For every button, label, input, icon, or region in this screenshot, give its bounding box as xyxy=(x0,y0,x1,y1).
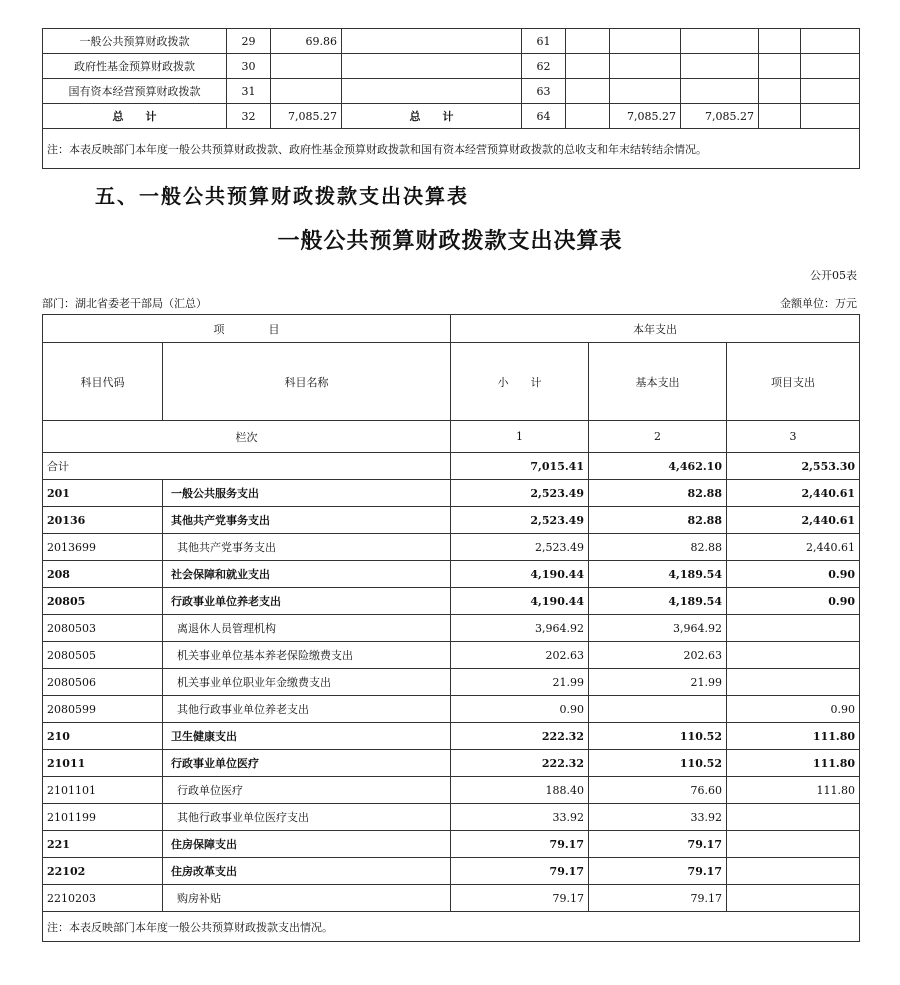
subtotal-amount: 3,964.92 xyxy=(451,615,589,642)
expense-amount xyxy=(681,29,759,54)
income-total-label: 总 计 xyxy=(43,104,227,129)
table-row xyxy=(43,588,860,615)
basic-amount: 82.88 xyxy=(589,507,727,534)
subject-name: 住房改革支出 xyxy=(163,858,451,885)
subject-code: 20805 xyxy=(43,588,163,615)
subtotal-amount: 202.63 xyxy=(451,642,589,669)
basic-amount: 82.88 xyxy=(589,480,727,507)
basic-amount: 79.17 xyxy=(589,831,727,858)
project-amount: 0.90 xyxy=(727,561,860,588)
subject-name: 机关事业单位基本养老保险缴费支出 xyxy=(163,642,451,669)
expense-amount xyxy=(610,29,681,54)
subject-name: 社会保障和就业支出 xyxy=(163,561,451,588)
subtotal-amount: 188.40 xyxy=(451,777,589,804)
summary-table-body xyxy=(43,29,860,169)
project-amount: 0.90 xyxy=(727,588,860,615)
subtotal-amount: 79.17 xyxy=(451,831,589,858)
form-code: 公开05表 xyxy=(810,269,857,282)
expense-amount xyxy=(801,79,860,104)
expense-item-label xyxy=(342,29,522,54)
income-item-label: 一般公共预算财政拨款 xyxy=(43,29,227,54)
header-subject-name: 科目名称 xyxy=(163,343,451,421)
summary-note-row xyxy=(43,129,860,169)
basic-amount: 76.60 xyxy=(589,777,727,804)
income-amount xyxy=(271,54,342,79)
subtotal-amount: 21.99 xyxy=(451,669,589,696)
income-line-number: 31 xyxy=(227,79,271,104)
subject-name: 机关事业单位职业年金缴费支出 xyxy=(163,669,451,696)
subject-name: 住房保障支出 xyxy=(163,831,451,858)
total-basic: 4,462.10 xyxy=(589,453,727,480)
expense-line-number: 62 xyxy=(522,54,566,79)
column-number-3: 3 xyxy=(727,421,860,453)
subject-code: 2080506 xyxy=(43,669,163,696)
table-row xyxy=(43,615,860,642)
subject-name: 卫生健康支出 xyxy=(163,723,451,750)
income-total-line-number: 32 xyxy=(227,104,271,129)
table-row xyxy=(43,750,860,777)
table-row xyxy=(43,777,860,804)
subject-code: 2013699 xyxy=(43,534,163,561)
subtotal-amount: 0.90 xyxy=(451,696,589,723)
table-title: 一般公共预算财政拨款支出决算表 xyxy=(277,228,623,254)
table-row xyxy=(43,858,860,885)
project-amount xyxy=(727,669,860,696)
basic-amount: 79.17 xyxy=(589,885,727,912)
subject-name: 其他行政事业单位医疗支出 xyxy=(163,804,451,831)
basic-amount: 110.52 xyxy=(589,750,727,777)
income-item-label: 政府性基金预算财政拨款 xyxy=(43,54,227,79)
subject-name: 行政事业单位养老支出 xyxy=(163,588,451,615)
expense-total-empty xyxy=(759,104,801,129)
subtotal-amount: 2,523.49 xyxy=(451,534,589,561)
project-amount: 111.80 xyxy=(727,723,860,750)
header-subtotal: 小 计 xyxy=(451,343,589,421)
subtotal-amount: 33.92 xyxy=(451,804,589,831)
header-year-expenditure: 本年支出 xyxy=(451,315,860,343)
project-amount xyxy=(727,885,860,912)
expense-amount xyxy=(801,54,860,79)
expense-amount xyxy=(566,29,610,54)
subject-code: 22102 xyxy=(43,858,163,885)
table-row xyxy=(43,669,860,696)
column-number-2: 2 xyxy=(589,421,727,453)
project-amount xyxy=(727,804,860,831)
expense-amount xyxy=(566,79,610,104)
expense-amount xyxy=(801,29,860,54)
table-row xyxy=(43,696,860,723)
summary-total-row xyxy=(43,104,860,129)
subject-code: 20136 xyxy=(43,507,163,534)
basic-amount: 110.52 xyxy=(589,723,727,750)
subject-code: 221 xyxy=(43,831,163,858)
expense-amount xyxy=(759,54,801,79)
project-amount: 2,440.61 xyxy=(727,480,860,507)
subject-code: 2101101 xyxy=(43,777,163,804)
income-item-label: 国有资本经营预算财政拨款 xyxy=(43,79,227,104)
table-row xyxy=(43,804,860,831)
expense-total-amount xyxy=(566,104,610,129)
subject-name: 行政事业单位医疗 xyxy=(163,750,451,777)
subtotal-amount: 222.32 xyxy=(451,750,589,777)
total-subtotal: 7,015.41 xyxy=(451,453,589,480)
section-heading: 五、一般公共预算财政拨款支出决算表 xyxy=(95,184,469,208)
total-project: 2,553.30 xyxy=(727,453,860,480)
subject-code: 210 xyxy=(43,723,163,750)
expense-total-empty xyxy=(801,104,860,129)
expense-amount xyxy=(566,54,610,79)
subject-code: 2080503 xyxy=(43,615,163,642)
subject-name: 一般公共服务支出 xyxy=(163,480,451,507)
header-item: 项 目 xyxy=(43,315,451,343)
project-amount: 2,440.61 xyxy=(727,507,860,534)
subtotal-amount: 4,190.44 xyxy=(451,588,589,615)
project-amount xyxy=(727,615,860,642)
subtotal-amount: 79.17 xyxy=(451,858,589,885)
subtotal-amount: 4,190.44 xyxy=(451,561,589,588)
subject-code: 208 xyxy=(43,561,163,588)
expense-line-number: 61 xyxy=(522,29,566,54)
expenditure-table-header xyxy=(43,315,860,453)
basic-amount: 4,189.54 xyxy=(589,588,727,615)
subject-code: 201 xyxy=(43,480,163,507)
expense-total-line-number: 64 xyxy=(522,104,566,129)
expenditure-table-body xyxy=(43,453,860,942)
summary-row xyxy=(43,54,860,79)
subject-name: 其他共产党事务支出 xyxy=(163,534,451,561)
basic-amount: 33.92 xyxy=(589,804,727,831)
basic-amount: 3,964.92 xyxy=(589,615,727,642)
subject-code: 2080599 xyxy=(43,696,163,723)
expenditure-note: 注：本表反映部门本年度一般公共预算财政拨款支出情况。 xyxy=(43,912,860,942)
subtotal-amount: 222.32 xyxy=(451,723,589,750)
department-label: 部门：湖北省委老干部局（汇总） xyxy=(42,297,207,310)
total-label: 合计 xyxy=(43,453,451,480)
basic-amount: 4,189.54 xyxy=(589,561,727,588)
project-amount xyxy=(727,858,860,885)
header-column-number: 栏次 xyxy=(43,421,451,453)
expense-amount xyxy=(759,29,801,54)
expenditure-table xyxy=(42,314,860,942)
unit-label: 金额单位：万元 xyxy=(780,297,857,310)
expense-amount xyxy=(681,54,759,79)
expense-item-label xyxy=(342,79,522,104)
table-row xyxy=(43,561,860,588)
header-basic-expenditure: 基本支出 xyxy=(589,343,727,421)
header-project-expenditure: 项目支出 xyxy=(727,343,860,421)
table-row xyxy=(43,723,860,750)
project-amount: 2,440.61 xyxy=(727,534,860,561)
income-expense-summary-table xyxy=(42,28,860,169)
subject-code: 2101199 xyxy=(43,804,163,831)
project-amount: 0.90 xyxy=(727,696,860,723)
subject-name: 离退休人员管理机构 xyxy=(163,615,451,642)
table-row xyxy=(43,480,860,507)
subject-name: 行政单位医疗 xyxy=(163,777,451,804)
expense-amount xyxy=(610,54,681,79)
subject-name: 其他行政事业单位养老支出 xyxy=(163,696,451,723)
project-amount xyxy=(727,831,860,858)
project-amount: 111.80 xyxy=(727,777,860,804)
expense-amount xyxy=(759,79,801,104)
expense-line-number: 63 xyxy=(522,79,566,104)
project-amount xyxy=(727,642,860,669)
basic-amount: 21.99 xyxy=(589,669,727,696)
basic-amount: 82.88 xyxy=(589,534,727,561)
income-line-number: 29 xyxy=(227,29,271,54)
project-amount: 111.80 xyxy=(727,750,860,777)
expense-item-label xyxy=(342,54,522,79)
expense-total-amount: 7,085.27 xyxy=(610,104,681,129)
income-amount xyxy=(271,79,342,104)
subtotal-amount: 2,523.49 xyxy=(451,480,589,507)
subject-name: 其他共产党事务支出 xyxy=(163,507,451,534)
subject-code: 21011 xyxy=(43,750,163,777)
summary-note: 注：本表反映部门本年度一般公共预算财政拨款、政府性基金预算财政拨款和国有资本经营预算财政拨款的总收支和年末结转结余情况。 xyxy=(43,129,860,169)
table-row xyxy=(43,885,860,912)
subject-name: 购房补贴 xyxy=(163,885,451,912)
expense-total-label: 总 计 xyxy=(342,104,522,129)
table-row xyxy=(43,642,860,669)
summary-row xyxy=(43,79,860,104)
table-row xyxy=(43,831,860,858)
basic-amount: 79.17 xyxy=(589,858,727,885)
summary-row xyxy=(43,29,860,54)
expenditure-note-row xyxy=(43,912,860,942)
subtotal-amount: 2,523.49 xyxy=(451,507,589,534)
income-line-number: 30 xyxy=(227,54,271,79)
expense-amount xyxy=(610,79,681,104)
basic-amount xyxy=(589,696,727,723)
total-row xyxy=(43,453,860,480)
table-row xyxy=(43,507,860,534)
expense-total-amount: 7,085.27 xyxy=(681,104,759,129)
basic-amount: 202.63 xyxy=(589,642,727,669)
subject-code: 2080505 xyxy=(43,642,163,669)
table-row xyxy=(43,534,860,561)
subject-code: 2210203 xyxy=(43,885,163,912)
expense-amount xyxy=(681,79,759,104)
header-subject-code: 科目代码 xyxy=(43,343,163,421)
column-number-1: 1 xyxy=(451,421,589,453)
subtotal-amount: 79.17 xyxy=(451,885,589,912)
income-amount: 69.86 xyxy=(271,29,342,54)
income-total-amount: 7,085.27 xyxy=(271,104,342,129)
